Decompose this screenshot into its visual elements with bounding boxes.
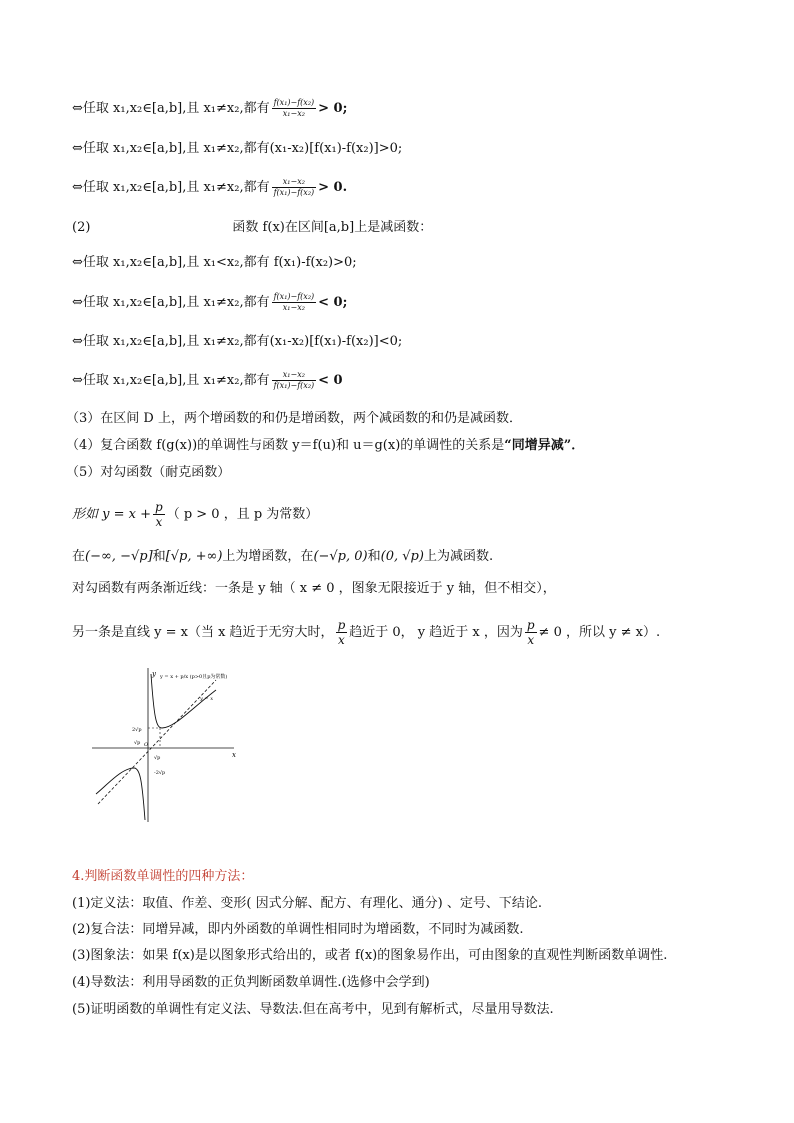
condition-line-8 xyxy=(72,370,343,391)
item-4-text: （4）复合函数 f(g(x))的单调性与函数 y＝f(u)和 u＝g(x)的单调性的关系是 xyxy=(66,438,505,453)
condition-line-6 xyxy=(72,292,347,313)
hook-function-graph xyxy=(92,662,252,824)
condition-line-7: ⇔任取 x₁,x₂∈[a,b],且 x₁≠x₂,都有(x₁-x₂)[f(x₁)-f(x₂)]<0; xyxy=(72,334,403,349)
condition-line-4 xyxy=(72,219,432,237)
label-function: y = x + p/x (p>0且p为常数) xyxy=(160,674,228,680)
asymptote-y-equals-x xyxy=(98,680,216,804)
line-6-suffix: < 0; xyxy=(318,295,348,310)
form-suffix: （ p > 0 ，且 p 为常数） xyxy=(166,507,319,522)
monotonic-intervals xyxy=(72,548,493,566)
asymptote-2-middle: 趋近于 0， y 趋近于 x ，因为 xyxy=(349,625,523,640)
label-asymptote: y = x xyxy=(200,696,214,702)
label-sqrtp-x: √p xyxy=(154,755,161,761)
condition-line-2: ⇔任取 x₁,x₂∈[a,b],且 x₁≠x₂,都有(x₁-x₂)[f(x₁)-f(x₂)]>0; xyxy=(72,141,403,156)
asymptote-fraction-2: $\frac{p}{x}$ xyxy=(526,618,535,647)
item-4-emphasis: “同增异减”． xyxy=(504,438,585,453)
label-neg-2sqrtp: -2√p xyxy=(154,770,166,776)
item-5: （5）对勾函数（耐克函数） xyxy=(66,465,231,480)
line-8-suffix: < 0 xyxy=(318,373,343,388)
method-1: (1)定义法：取值、作差、变形( 因式分解、配方、有理化、通分) 、定号、下结论. xyxy=(72,896,542,911)
asymptote-2-prefix: 另一条是直线 y = x（当 x 趋近于无穷大时， xyxy=(72,625,334,640)
line-1-prefix: ⇔任取 x₁,x₂∈[a,b],且 x₁≠x₂,都有 xyxy=(72,101,270,116)
line-3-suffix: > 0. xyxy=(318,180,348,195)
item-3: （3）在区间 D 上，两个增函数的和仍是增函数，两个减函数的和仍是减函数． xyxy=(66,411,522,426)
intervals-and-1: 和 xyxy=(152,549,166,564)
method-2: (2)复合法：同增异减，即内外函数的单调性相同时为增函数，不同时为减函数. xyxy=(72,922,524,937)
label-y-axis: y xyxy=(152,670,156,678)
line-6-prefix: ⇔任取 x₁,x₂∈[a,b],且 x₁≠x₂,都有 xyxy=(72,295,270,310)
decreasing-heading: 函数 f(x)在区间[a,b]上是减函数： xyxy=(232,220,433,235)
asymptote-2-end: ≠ 0 ，所以 y ≠ x）. xyxy=(538,625,661,640)
intervals-prefix: 在 xyxy=(72,549,86,564)
line-8-prefix: ⇔任取 x₁,x₂∈[a,b],且 x₁≠x₂,都有 xyxy=(72,373,270,388)
intervals-middle: 上为增函数，在 xyxy=(222,549,314,564)
intervals-end: 上为减函数. xyxy=(423,549,494,564)
hook-function-form xyxy=(72,500,318,529)
condition-line-3 xyxy=(72,177,347,198)
method-5: (5)证明函数的单调性有定义法、导数法.但在高考中，见到有解析式，尽量用导数法. xyxy=(72,1002,554,1017)
fraction-8: $\frac{\text{x₁−x₂}}{\text{f(x₁)−f(x₂)}}$ xyxy=(273,370,315,390)
curve-left-branch xyxy=(96,768,145,820)
interval-4: (0, √p) xyxy=(380,549,424,564)
asymptote-line-2 xyxy=(72,618,660,647)
line-1-suffix: > 0; xyxy=(318,101,348,116)
interval-2: [√p, +∞) xyxy=(165,549,223,564)
interval-1: (−∞, −√p] xyxy=(85,549,153,564)
interval-3: (−√p, 0) xyxy=(313,549,368,564)
label-sqrtp-y: √p xyxy=(134,740,141,746)
item-4 xyxy=(66,437,584,455)
label-x-axis: x xyxy=(232,751,236,759)
method-4: (4)导数法：利用导函数的正负判断函数单调性.(选修中会学到) xyxy=(72,975,430,990)
asymptote-fraction-1: $\frac{p}{x}$ xyxy=(337,618,346,647)
intervals-and-2: 和 xyxy=(367,549,381,564)
fraction-3: $\frac{\text{x₁−x₂}}{\text{f(x₁)−f(x₂)}}$ xyxy=(273,177,315,197)
asymptote-line-1: 对勾函数有两条渐近线：一条是 y 轴（ x ≠ 0 ，图象无限接近于 y 轴，但不相交）， xyxy=(72,581,556,596)
item-number-2: (2) xyxy=(72,220,91,235)
condition-line-5: ⇔任取 x₁,x₂∈[a,b],且 x₁<x₂,都有 f(x₁)-f(x₂)>0; xyxy=(72,255,357,270)
form-prefix: 形如 y = x + xyxy=(72,507,151,522)
label-origin: O xyxy=(144,742,149,748)
method-3: (3)图象法：如果 f(x)是以图象形式给出的，或者 f(x)的图象易作出，可由图象的直观性判断函数单调性. xyxy=(72,948,668,963)
fraction-6: $\frac{\text{f(x₁)−f(x₂)}}{\text{x₁−x₂}}$ xyxy=(273,292,315,312)
condition-line-1 xyxy=(72,98,347,119)
fraction-1: $\frac{\text{f(x₁)−f(x₂)}}{\text{x₁−x₂}}$ xyxy=(273,98,315,118)
line-3-prefix: ⇔任取 x₁,x₂∈[a,b],且 x₁≠x₂,都有 xyxy=(72,180,270,195)
label-2sqrtp: 2√p xyxy=(132,727,142,733)
form-fraction: $\frac{p}{x}$ xyxy=(155,500,163,529)
section-4-title: 4.判断函数单调性的四种方法： xyxy=(72,869,254,884)
